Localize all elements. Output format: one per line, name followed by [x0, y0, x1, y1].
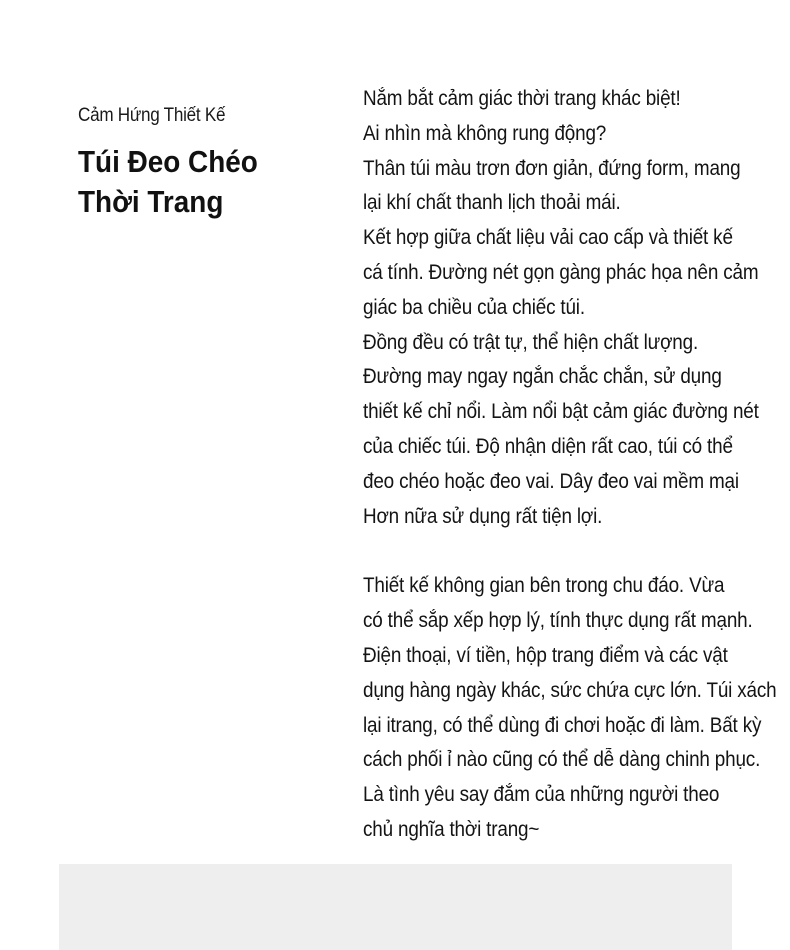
- text-line: Ai nhìn mà không rung động?: [363, 121, 607, 145]
- text-line: Kết hợp giữa chất liệu vải cao cấp và thiết kế: [363, 226, 733, 250]
- text-line: Điện thoại, ví tiền, hộp trang điểm và các vật: [363, 643, 728, 667]
- text-line: Đồng đều có trật tự, thể hiện chất lượng.: [363, 330, 699, 354]
- text-line: Là tình yêu say đắm của những người theo: [363, 783, 720, 807]
- text-line: Nắm bắt cảm giác thời trang khác biệt!: [363, 87, 681, 110]
- text-line: thiết kế chỉ nổi. Làm nổi bật cảm giác đường nét: [363, 400, 759, 424]
- header-block: [78, 104, 318, 222]
- text-line: Thiết kế không gian bên trong chu đáo. Vừa: [363, 574, 725, 598]
- text-line: dụng hàng ngày khác, sức chứa cực lớn. Túi xách: [363, 678, 777, 702]
- text-line: có thể sắp xếp hợp lý, tính thực dụng rất mạnh.: [363, 609, 753, 633]
- text-line: của chiếc túi. Độ nhận diện rất cao, túi có thể: [363, 434, 733, 458]
- title-line: Túi Đeo Chéo: [78, 144, 258, 179]
- text-line: đeo chéo hoặc đeo vai. Dây đeo vai mềm mại: [363, 469, 739, 493]
- text-line: lại itrang, có thể dùng đi chơi hoặc đi làm. Bất kỳ: [363, 713, 762, 737]
- text-line: lại khí chất thanh lịch thoải mái.: [363, 191, 621, 215]
- paragraph-interior: [363, 569, 790, 847]
- page-title: [78, 142, 294, 222]
- text-line: giác ba chiều của chiếc túi.: [363, 295, 585, 319]
- text-line: chủ nghĩa thời trang~: [363, 817, 540, 841]
- eyebrow-label: Cảm Hứng Thiết Kế: [78, 105, 226, 126]
- text-line: Đường may ngay ngắn chắc chắn, sử dụng: [363, 365, 722, 389]
- description-text: [363, 82, 790, 848]
- text-line: cá tính. Đường nét gọn gàng phác họa nên cảm: [363, 260, 759, 284]
- title-line: Thời Trang: [78, 184, 224, 219]
- text-line: Hơn nữa sử dụng rất tiện lợi.: [363, 504, 603, 528]
- text-line: cách phối ỉ nào cũng có thể dễ dàng chinh phục.: [363, 748, 761, 772]
- image-placeholder-panel: [59, 864, 732, 950]
- paragraph-features: [363, 82, 790, 534]
- text-line: Thân túi màu trơn đơn giản, đứng form, mang: [363, 156, 741, 180]
